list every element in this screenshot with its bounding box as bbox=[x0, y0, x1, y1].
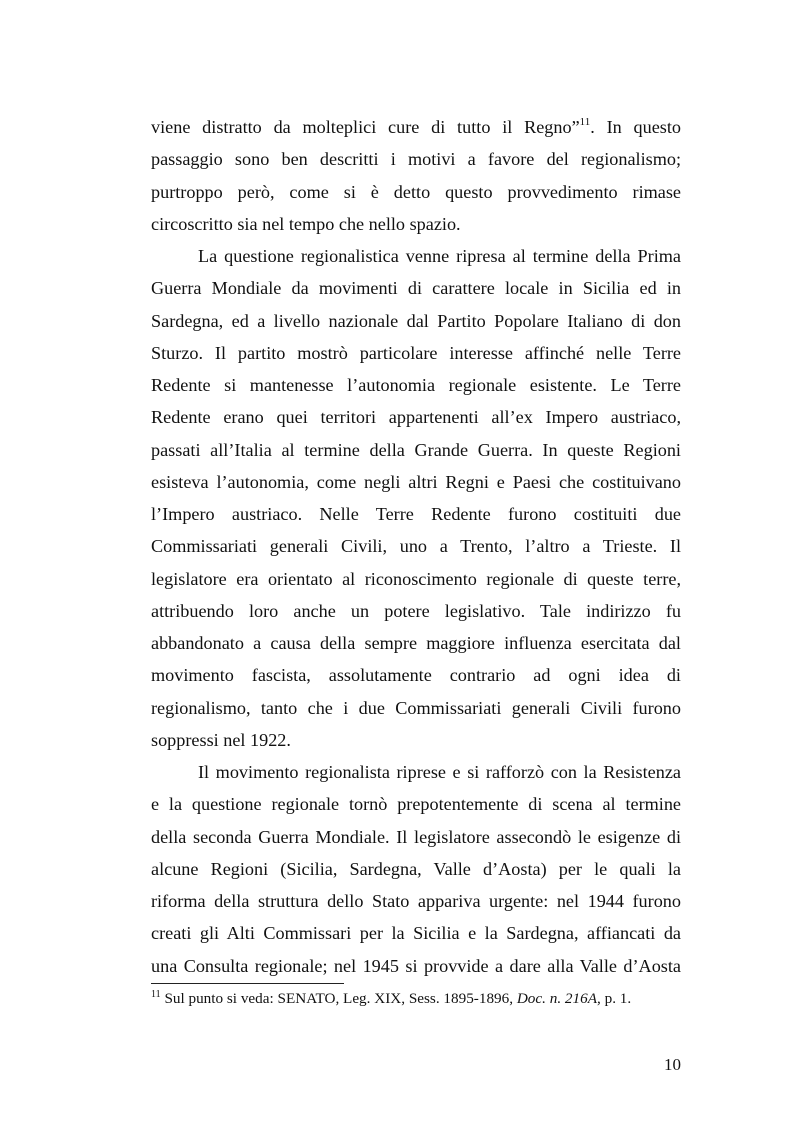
text-line: una Consulta regionale; nel 1945 si provvide a dare alla Valle d’Aosta bbox=[151, 955, 681, 976]
text-line: creati gli Alti Commissari per la Sicilia e la Sardegna, affiancati da bbox=[151, 923, 681, 944]
footnote-tail: , p. 1. bbox=[597, 990, 632, 1007]
text-line: Guerra Mondiale da movimenti di carattere locale in Sicilia ed in bbox=[151, 278, 681, 299]
text-line: della seconda Guerra Mondiale. Il legislatore assecondò le esigenze di bbox=[151, 826, 681, 847]
footnote-separator bbox=[151, 983, 344, 984]
text-line: Sardegna, ed a livello nazionale dal Partito Popolare Italiano di don bbox=[151, 310, 681, 331]
footnote-number: 11 bbox=[151, 989, 161, 1000]
text-line: passati all’Italia al termine della Grande Guerra. In queste Regioni bbox=[151, 439, 681, 460]
text-line: Redente erano quei territori appartenenti all’ex Impero austriaco, bbox=[151, 407, 681, 428]
page-number: 10 bbox=[664, 1055, 681, 1074]
text-line: passaggio sono ben descritti i motivi a favore del regionalismo; bbox=[151, 149, 681, 170]
text-line: Redente si mantenesse l’autonomia regionale esistente. Le Terre bbox=[151, 375, 681, 395]
footnote bbox=[151, 988, 631, 1010]
text-line: attribuendo loro anche un potere legislativo. Tale indirizzo fu bbox=[151, 600, 681, 621]
text-line: abbandonato a causa della sempre maggiore influenza esercitata dal bbox=[151, 633, 681, 653]
text-line: l’Impero austriaco. Nelle Terre Redente furono costituiti due bbox=[151, 504, 681, 524]
body-text bbox=[151, 111, 681, 982]
text-line: Il movimento regionalista riprese e si rafforzò con la Resistenza bbox=[198, 762, 681, 782]
text-line: alcune Regioni (Sicilia, Sardegna, Valle d’Aosta) per le quali la bbox=[151, 858, 681, 879]
footnote-document-ref: Doc. n. 216A bbox=[516, 990, 597, 1007]
text-line: legislatore era orientato al riconoscimento regionale di queste terre, bbox=[151, 568, 681, 589]
text-line: e la questione regionale tornò prepotentemente di scena al termine bbox=[151, 794, 681, 815]
text-line: Sturzo. Il partito mostrò particolare interesse affinché nelle Terre bbox=[151, 342, 681, 363]
text-line: regionalismo, tanto che i due Commissariati generali Civili furono bbox=[151, 697, 681, 718]
footnote-text: Sul punto si veda: SENATO, Leg. XIX, Sess. 1895-1896, bbox=[160, 990, 517, 1007]
text-line: purtroppo però, come si è detto questo provvedimento rimase bbox=[151, 181, 681, 202]
text-line: La questione regionalistica venne ripresa al termine della Prima bbox=[198, 246, 681, 266]
text-line: viene distratto da molteplici cure di tutto il Regno”$^{11}$. In questo bbox=[151, 116, 682, 137]
text-line: riforma della struttura dello Stato appariva urgente: nel 1944 furono bbox=[151, 891, 681, 911]
text-line: soppressi nel 1922. bbox=[151, 729, 291, 750]
text-line: movimento fascista, assolutamente contrario ad ogni idea di bbox=[151, 665, 681, 686]
text-line: Commissariati generali Civili, uno a Trento, l’altro a Trieste. Il bbox=[151, 536, 681, 557]
footnote-reference[interactable]: 11 bbox=[579, 116, 591, 128]
text-line: circoscritto sia nel tempo che nello spazio. bbox=[151, 213, 461, 234]
text-line: esisteva l’autonomia, come negli altri Regni e Paesi che costituivano bbox=[151, 471, 681, 492]
